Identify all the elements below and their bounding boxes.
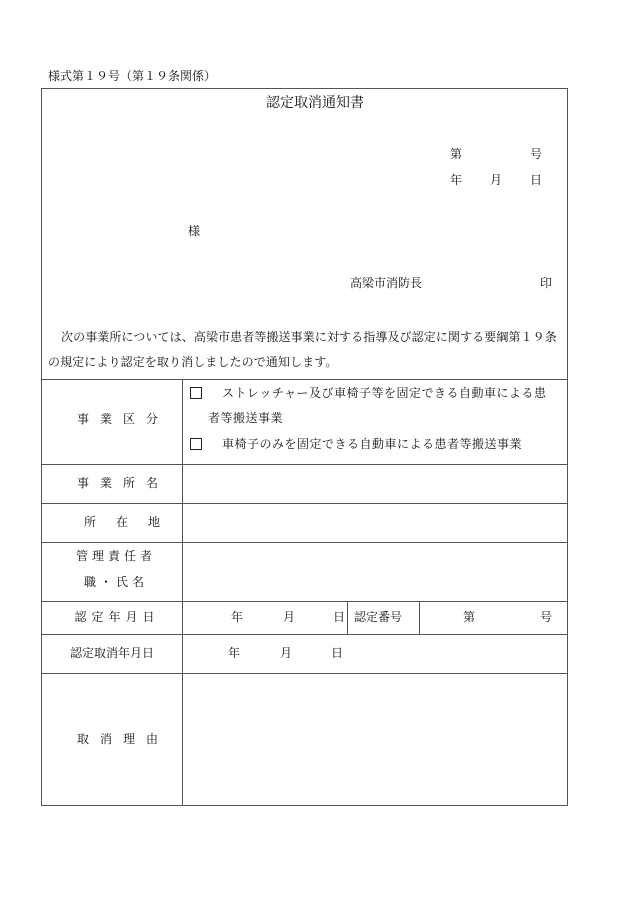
- date-year-label: 年: [450, 173, 463, 187]
- option1-checkbox[interactable]: [190, 387, 202, 399]
- date-month-label: 月: [490, 173, 503, 187]
- option2-text: 車椅子のみを固定できる自動車による患者等搬送事業: [222, 437, 523, 451]
- manager-label-line1: 管理責任者: [75, 549, 156, 563]
- addressee-honorific: 様: [188, 224, 201, 238]
- office-name-label: 事業所名: [76, 476, 169, 490]
- issuer-name: 高梁市消防長: [350, 276, 423, 290]
- row-rule: [41, 601, 568, 602]
- number-dai-label: 第: [450, 147, 463, 161]
- row-rule: [41, 464, 568, 465]
- cert-date-month: 月: [283, 610, 296, 624]
- cert-date-day: 日: [333, 610, 346, 624]
- cell-rule: [347, 601, 348, 634]
- option2-checkbox[interactable]: [190, 438, 202, 450]
- revoke-date-label: 認定取消年月日: [69, 646, 154, 660]
- manager-label-line2: 職・氏名: [83, 575, 148, 589]
- cert-number-label: 認定番号: [354, 610, 403, 624]
- option1-text-line2: 者等搬送事業: [208, 411, 284, 425]
- revoke-date-day: 日: [331, 646, 344, 660]
- notice-body-text: 次の事業所については、高梁市患者等搬送事業に対する指導及び認定に関する要綱第１９条の規定により認定を取り消しましたので通知します。: [48, 330, 557, 369]
- cert-date-year: 年: [231, 610, 244, 624]
- row-rule: [41, 634, 568, 635]
- reason-label: 取消理由: [76, 732, 169, 746]
- seal-mark: 印: [540, 276, 553, 290]
- cert-date-label: 認定年月日: [74, 610, 160, 624]
- cert-number-go: 号: [540, 610, 553, 624]
- table-top-rule: [41, 379, 568, 380]
- option1-text-line1: ストレッチャー及び車椅子等を固定できる自動車による患: [222, 386, 547, 400]
- location-label: 所在地: [83, 515, 180, 529]
- date-day-label: 日: [530, 173, 543, 187]
- revoke-date-month: 月: [280, 646, 293, 660]
- business-type-label: 事業区分: [76, 412, 169, 426]
- cert-number-dai: 第: [463, 610, 476, 624]
- page-title: 認定取消通知書: [266, 95, 364, 111]
- form-code: 様式第１９号（第１９条関係）: [48, 69, 217, 83]
- row-rule: [41, 503, 568, 504]
- revoke-date-year: 年: [228, 646, 241, 660]
- cell-rule: [419, 601, 420, 634]
- row-rule: [41, 673, 568, 674]
- number-go-label: 号: [530, 147, 543, 161]
- row-rule: [41, 542, 568, 543]
